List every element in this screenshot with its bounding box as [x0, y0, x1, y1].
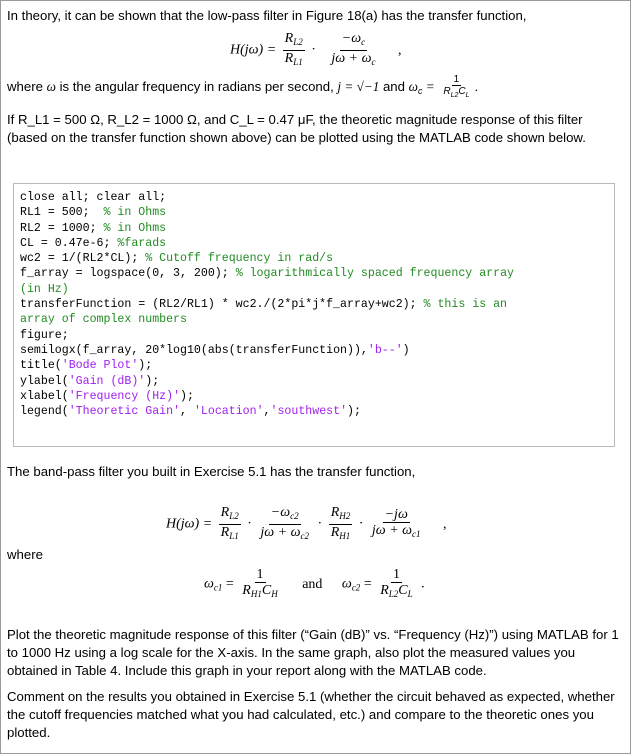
code-line: [20, 190, 612, 205]
code-text: );: [180, 389, 194, 403]
wc2-fraction: $\frac{1}{R_{L2}C_L}$: [380, 567, 413, 599]
code-text: semilogx(f_array, 20*log10(abs(transferFunction)),: [20, 343, 368, 357]
code-text: RL1 = 500;: [20, 206, 104, 220]
code-string: 'b--': [367, 343, 403, 357]
cutoff-definitions: $\omega_{c1}$ = $\frac{1}{R_{H1}C_H}$ and $\omega_{c2}$ = $\frac{1}{R_{L2}C_L}$ .: [204, 567, 425, 602]
code-line: [20, 297, 612, 312]
wc1-fraction: $\frac{1}{R_{H1}C_H}$: [242, 567, 278, 599]
code-text: ylabel(: [20, 374, 69, 388]
code-text: ,: [180, 405, 194, 419]
code-line: [20, 374, 612, 389]
bandpass-transfer-function: H(jω) = $\frac{R_{L2}}{R_{L1}}$ · $\frac{-\omega_{c2}}{j\omega + \omega_{c2}}$ · $\frac{R_{H2}}{R_{H1}}$ · $\frac{-j\omega}{j\omega + \omega_{c1}}$ ,: [166, 505, 447, 544]
code-text: legend(: [20, 405, 69, 419]
code-comment: array of complex numbers: [20, 313, 187, 327]
code-string: 'Theoretic Gain': [68, 405, 181, 419]
code-line: [20, 251, 612, 266]
code-comment: % logarithmically spaced frequency array: [235, 267, 514, 281]
code-text: ,: [263, 405, 271, 419]
code-string: 'Gain (dB)': [68, 374, 146, 388]
code-text: figure;: [20, 328, 69, 342]
plot-instructions-paragraph: Plot the theoretic magnitude response of this filter (“Gain (dB)” vs. “Frequency (Hz)”) using MATLAB for 1 to 1000 Hz using a log scale for the X-axis. In the same graph, also plot the measured values you obtained in Table 4. Include this graph in your report along with the MATLAB code.: [7, 627, 619, 678]
code-comment: %farads: [117, 236, 167, 250]
eq1-lhs: H(jω) =: [230, 42, 277, 58]
code-text: transferFunction = (RL2/RL1) * wc2./(2*pi*j*f_array+wc2);: [20, 298, 424, 312]
where-label: where: [7, 547, 43, 562]
code-string: 'Frequency (Hz)': [68, 389, 181, 403]
lowpass-transfer-function: H(jω) = $\frac{R_{L2}}{R_{L1}}$ · $\frac{-\omega_c}{j\omega + \omega_c}$ ,: [230, 31, 402, 70]
code-text: xlabel(: [20, 389, 69, 403]
code-text: f_array = logspace(0, 3, 200);: [20, 267, 236, 281]
code-line: [20, 343, 612, 358]
where-omega-line: where ω is the angular frequency in radians per second, j = √−1 and $\omega_c$ = $\frac{1}{R_{L2}C_L}$ .: [7, 74, 479, 99]
matlab-code: [20, 190, 612, 419]
code-line: [20, 266, 612, 281]
comment-instructions-paragraph: Comment on the results you obtained in Exercise 5.1 (whether the circuit behaved as expected, whether the cutoff frequencies matched what you had calculated, etc.) and compare to the theoretic ones you plotted.: [7, 689, 615, 740]
code-comment: (in Hz): [20, 282, 69, 296]
eq2-gain-highpass: $\frac{R_{H2}}{R_{H1}}$: [330, 505, 351, 541]
code-line: [20, 389, 612, 404]
code-line: [20, 358, 612, 373]
code-text: RL2 = 1000;: [20, 221, 104, 235]
component-values-paragraph: If R_L1 = 500 Ω, R_L2 = 1000 Ω, and C_L = 0.47 μF, the theoretic magnitude response of this filter (based on the transfer function shown above) can be plotted using the MATLAB code shown below.: [7, 112, 586, 145]
code-comment: % this is an: [423, 298, 508, 312]
code-string: 'southwest': [270, 405, 348, 419]
code-text: );: [347, 405, 361, 419]
wc-fraction: $\frac{1}{R_{L2}C_L}$: [443, 74, 470, 99]
code-string: 'Location': [193, 405, 264, 419]
code-text: close all; clear all;: [20, 191, 167, 204]
code-text: );: [138, 359, 153, 373]
code-line: [20, 312, 612, 327]
code-line: [20, 205, 612, 220]
eq2-highpass-pole: $\frac{-j\omega}{j\omega + \omega_{c1}}$: [371, 507, 421, 539]
code-text: ): [402, 343, 410, 357]
eq1-gain-fraction: $\frac{R_{L2}}{R_{L1}}$: [284, 31, 303, 67]
code-text: wc2 = 1/(RL2*CL);: [20, 252, 146, 266]
code-line: [20, 282, 612, 297]
code-comment: % Cutoff frequency in rad/s: [145, 252, 334, 266]
code-text: CL = 0.47e-6;: [20, 236, 118, 250]
bandpass-intro-paragraph: The band-pass filter you built in Exercise 5.1 has the transfer function,: [7, 464, 416, 479]
code-comment: % in Ohms: [103, 221, 167, 235]
code-line: [20, 328, 612, 343]
code-line: [20, 221, 612, 236]
matlab-code-box: [13, 183, 615, 447]
code-comment: % in Ohms: [103, 206, 167, 220]
eq2-lowpass-pole: $\frac{-\omega_{c2}}{j\omega + \omega_{c2}}$: [260, 505, 310, 541]
intro-paragraph: In theory, it can be shown that the low-pass filter in Figure 18(a) has the transfer function,: [7, 8, 527, 23]
code-string: 'Bode Plot': [61, 359, 139, 373]
code-text: );: [145, 374, 160, 388]
code-line: [20, 236, 612, 251]
eq1-pole-fraction: $\frac{-\omega_c}{j\omega + \omega_c}$: [331, 31, 376, 67]
code-text: title(: [20, 359, 62, 373]
code-line: [20, 404, 612, 419]
eq2-gain-lowpass: $\frac{R_{L2}}{R_{L1}}$: [220, 505, 239, 541]
